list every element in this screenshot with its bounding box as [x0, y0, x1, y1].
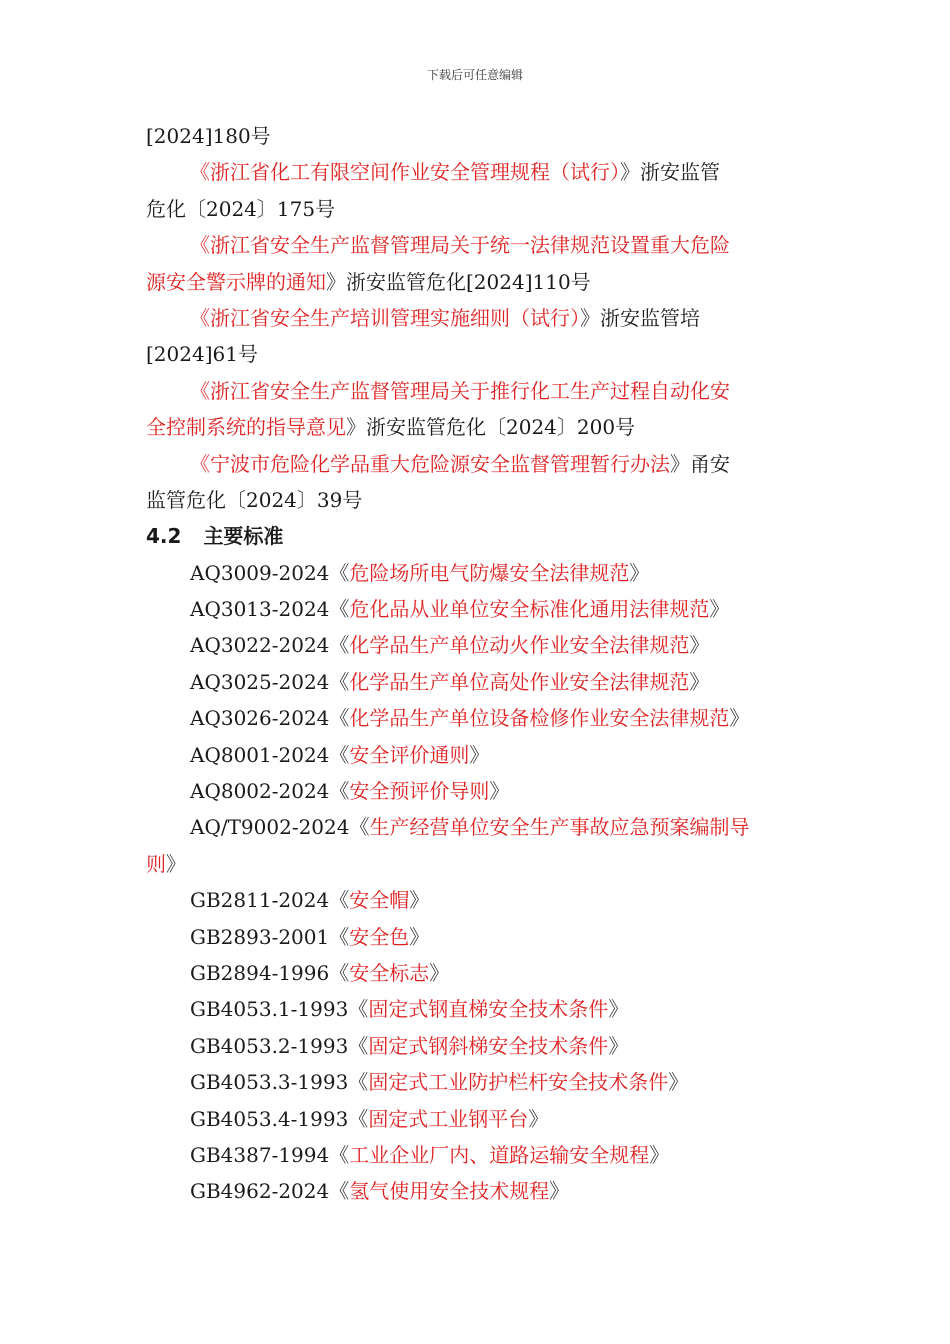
regulation-text: 》甬安 [670, 451, 730, 476]
standard-code: GB4053.4-1993《 [190, 1106, 369, 1131]
standard-item [146, 737, 810, 773]
regulation-line [146, 300, 810, 336]
standard-code: AQ3025-2024《 [190, 669, 350, 694]
regulation-line [146, 227, 810, 263]
standard-item [146, 846, 810, 882]
regulation-text: 》浙安监管危化〔2024〕200号 [346, 415, 636, 440]
section-number: 4.2 [146, 524, 182, 549]
standard-item [146, 773, 810, 809]
regulation-title: 源安全警示牌的通知 [146, 269, 326, 294]
standard-code: GB4053.2-1993《 [190, 1033, 369, 1058]
regulation-line [146, 409, 810, 445]
standard-code: AQ/T9002-2024《 [190, 815, 370, 840]
standard-code: AQ3026-2024《 [190, 706, 350, 731]
standard-title: 固定式钢斜梯安全技术条件 [368, 1033, 609, 1058]
standard-item [146, 591, 810, 627]
standard-code: AQ8002-2024《 [190, 779, 350, 804]
standard-code: GB2811-2024《 [190, 888, 350, 913]
standard-close: 》 [729, 706, 750, 731]
standard-item [146, 919, 810, 955]
standard-item [146, 627, 810, 663]
regulation-title: 《浙江省安全生产监督管理局关于统一法律规范设置重大危险 [190, 233, 730, 258]
standard-close: 》 [166, 851, 186, 876]
standard-close: 》 [489, 779, 510, 804]
standard-title: 固定式工业钢平台 [368, 1106, 529, 1131]
standard-item [146, 955, 810, 991]
regulation-text: 》浙安监管危化[2024]110号 [326, 269, 591, 294]
regulation-line [146, 264, 810, 300]
standard-code: GB4053.1-1993《 [190, 997, 369, 1022]
standard-close: 》 [469, 742, 490, 767]
standard-close: 》 [429, 960, 450, 985]
regulation-title: 《浙江省化工有限空间作业安全管理规程（试行） [190, 160, 620, 185]
regulation-title: 全控制系统的指导意见 [146, 415, 346, 440]
standard-close: 》 [689, 669, 710, 694]
standard-close: 》 [409, 888, 430, 913]
regulation-line [146, 118, 810, 154]
regulation-line [146, 191, 810, 227]
standard-title: 工业企业厂内、道路运输安全规程 [349, 1142, 650, 1167]
standard-code: GB4053.3-1993《 [190, 1070, 369, 1095]
standard-item [146, 664, 810, 700]
section-heading [146, 518, 810, 554]
standard-title: 固定式工业防护栏杆安全技术条件 [368, 1070, 669, 1095]
standard-title: 则 [146, 851, 166, 876]
standards-list [146, 555, 810, 1210]
regulation-text: 监管危化〔2024〕39号 [146, 487, 363, 512]
document-body [146, 118, 810, 1210]
regulation-text: 》浙安监管 [620, 160, 720, 185]
regulation-text: [2024]61号 [146, 342, 258, 367]
standard-item [146, 1137, 810, 1173]
standard-close: 》 [668, 1070, 689, 1095]
standard-close: 》 [608, 1033, 629, 1058]
regulation-line [146, 336, 810, 372]
regulation-text: 危化〔2024〕175号 [146, 196, 336, 221]
standard-item [146, 991, 810, 1027]
standard-item [146, 700, 810, 736]
regulation-text: 》浙安监管培 [580, 305, 700, 330]
standard-title: 化学品生产单位动火作业安全法律规范 [349, 633, 690, 658]
standard-title: 安全色 [349, 924, 410, 949]
standard-title: 生产经营单位安全生产事故应急预案编制导 [369, 815, 750, 840]
standard-item [146, 882, 810, 918]
standard-code: AQ3009-2024《 [190, 560, 350, 585]
standard-code: AQ3022-2024《 [190, 633, 350, 658]
standard-close: 》 [689, 633, 710, 658]
regulation-title: 《宁波市危险化学品重大危险源安全监督管理暂行办法 [190, 451, 670, 476]
standard-title: 固定式钢直梯安全技术条件 [368, 997, 609, 1022]
page-header: 下载后可任意编辑 [426, 68, 523, 82]
standard-code: GB4962-2024《 [190, 1179, 350, 1204]
standard-item [146, 1101, 810, 1137]
standard-title: 安全预评价导则 [349, 779, 490, 804]
regulations-list [146, 118, 810, 518]
regulation-line [146, 154, 810, 190]
regulation-title: 《浙江省安全生产培训管理实施细则（试行） [190, 305, 580, 330]
standard-close: 》 [608, 997, 629, 1022]
standard-title: 危化品从业单位安全标准化通用法律规范 [349, 597, 710, 622]
standard-title: 安全帽 [349, 888, 410, 913]
standard-item [146, 1173, 810, 1209]
standard-title: 化学品生产单位高处作业安全法律规范 [349, 669, 690, 694]
standard-title: 安全标志 [349, 960, 430, 985]
standard-code: GB2893-2001《 [190, 924, 350, 949]
section-title: 主要标准 [203, 524, 284, 549]
standard-code: AQ8001-2024《 [190, 742, 350, 767]
standard-title: 氢气使用安全技术规程 [349, 1179, 550, 1204]
standard-title: 化学品生产单位设备检修作业安全法律规范 [349, 706, 730, 731]
standard-title: 安全评价通则 [349, 742, 470, 767]
regulation-text: [2024]180号 [146, 124, 271, 148]
standard-close: 》 [409, 924, 430, 949]
standard-item [146, 555, 810, 591]
standard-code: GB4387-1994《 [190, 1142, 350, 1167]
standard-title: 危险场所电气防爆安全法律规范 [349, 560, 630, 585]
standard-close: 》 [649, 1142, 670, 1167]
standard-code: AQ3013-2024《 [190, 597, 350, 622]
standard-item [146, 1028, 810, 1064]
standard-close: 》 [549, 1179, 570, 1204]
standard-code: GB2894-1996《 [190, 960, 350, 985]
standard-close: 》 [528, 1106, 549, 1131]
regulation-line [146, 482, 810, 518]
regulation-line [146, 446, 810, 482]
standard-close: 》 [629, 560, 650, 585]
regulation-title: 《浙江省安全生产监督管理局关于推行化工生产过程自动化安 [190, 378, 730, 403]
standard-close: 》 [709, 597, 730, 622]
regulation-line [146, 373, 810, 409]
standard-item [146, 809, 810, 845]
standard-item [146, 1064, 810, 1100]
